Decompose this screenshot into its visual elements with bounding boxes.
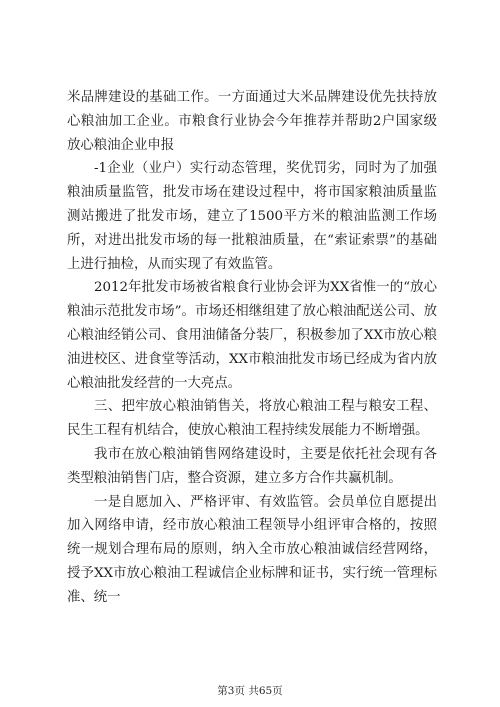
paragraph-5: 我市在放心粮油销售网络建设时，主要是依托社会现有各类型粮油销售门店，整合资源，建立多方合作共赢机制。 — [67, 446, 437, 486]
paragraph-6: 一是自愿加入、严格评审、有效监管。会员单位自愿提出加入网络申请，经市放心粮油工程领导小组评审合格的，按照统一规划合理布局的原则，纳入全市放心粮油诚信经营网络，授予XX市放心粮油工程诚信企业标牌和证书，实行统一管理标准、统一 — [67, 494, 437, 605]
paragraph-4: 三、把牢放心粮油销售关，将放心粮油工程与粮安工程、民生工程有机结合，使放心粮油工程持续发展能力不断增强。 — [67, 399, 437, 439]
paragraph-3: 2012年批发市场被省粮食行业协会评为XX省惟一的“放心粮油示范批发市场”。市场还相继组建了放心粮油配送公司、放心粮油经销公司、食用油储备分装厂，积极参加了XX市放心粮油进校区、进食堂等活动，XX市粮油批发市场已经成为省内放心粮油批发经营的一大亮点。 — [67, 280, 437, 391]
page-footer: 第3页 共65页 — [217, 685, 283, 697]
paragraph-1: 米品牌建设的基础工作。一方面通过大米品牌建设优先扶持放心粮油加工企业。市粮食行业协会今年推荐并帮助2户国家级放心粮油企业申报 — [67, 90, 437, 153]
paragraph-2: -1企业（业户）实行动态管理，奖优罚劣，同时为了加强粮油质量监管，批发市场在建设过程中，将市国家粮油质量监测站搬进了批发市场，建立了1500平方米的粮油监测工作场所，对进出批发市场的每一批粮油质量，在“索证索票”的基础上进行抽检，从而实现了有效监管。 — [67, 161, 437, 272]
body-text — [67, 86, 437, 610]
